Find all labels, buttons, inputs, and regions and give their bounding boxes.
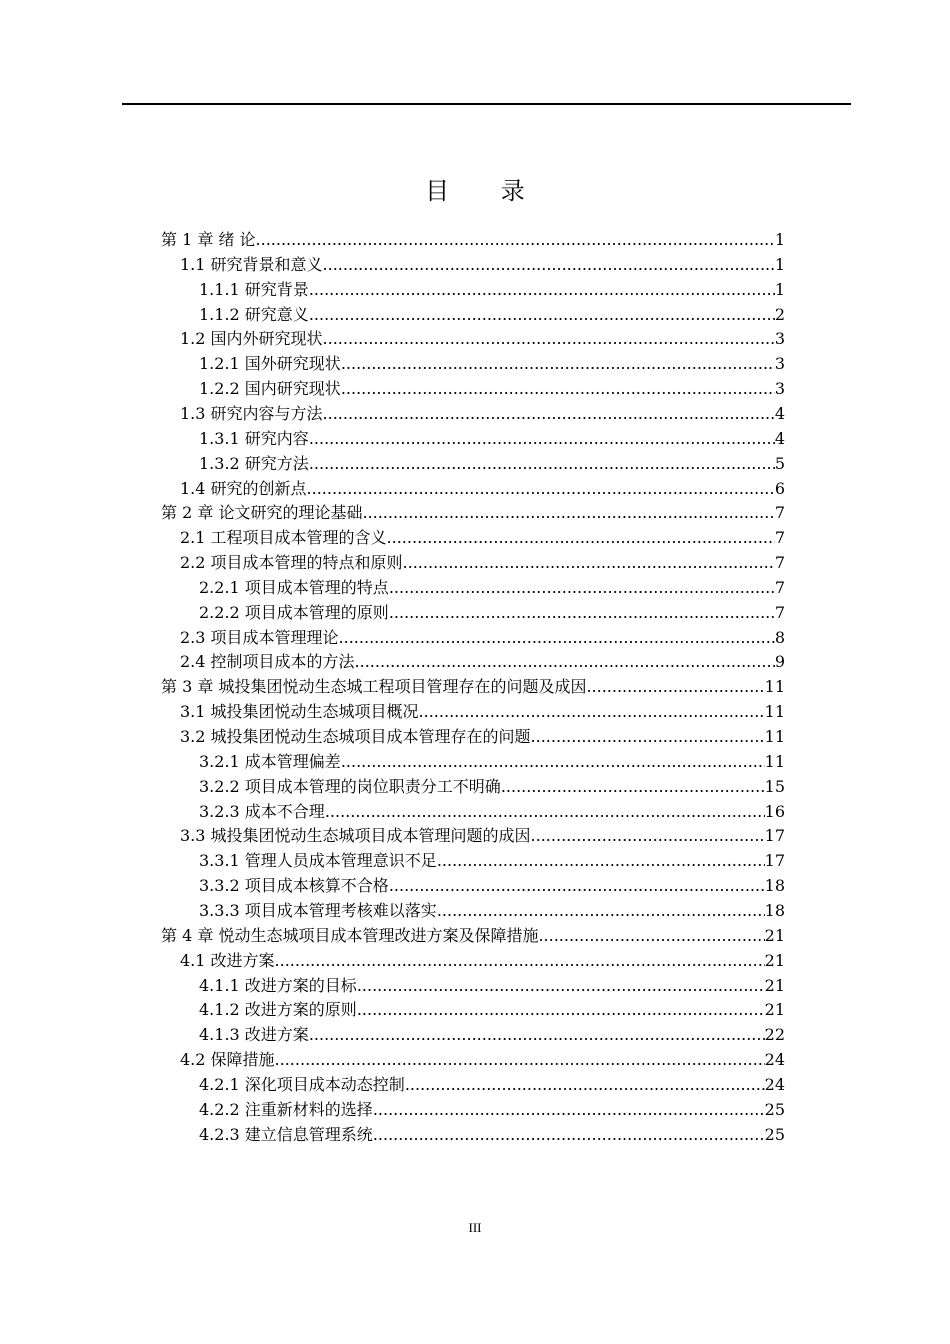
toc-entry[interactable]	[161, 477, 785, 501]
toc-entry[interactable]	[161, 824, 785, 848]
toc-dot-leader	[437, 899, 765, 923]
toc-dot-leader	[339, 626, 775, 650]
toc-entry-page: 18	[764, 900, 785, 920]
toc-entry[interactable]	[161, 551, 785, 575]
toc-dot-leader	[373, 1098, 765, 1122]
toc-dot-leader	[373, 1123, 765, 1147]
toc-entry[interactable]	[161, 725, 785, 749]
toc-entry-page: 16	[764, 801, 785, 821]
toc-dot-leader	[309, 427, 775, 451]
header-rule	[122, 103, 851, 105]
toc-entry[interactable]	[161, 327, 785, 351]
toc-entry-title: 1.3 研究内容与方法	[180, 403, 323, 423]
toc-entry-page: 9	[774, 652, 785, 672]
toc-entry[interactable]	[161, 1073, 785, 1097]
toc-entry-title: 3.3.2 项目成本核算不合格	[199, 876, 389, 896]
toc-dot-leader	[325, 800, 765, 824]
toc-entry-page: 5	[774, 453, 785, 473]
toc-entry[interactable]	[161, 675, 785, 699]
toc-dot-leader	[307, 477, 775, 501]
toc-entry-page: 1	[774, 279, 785, 299]
toc-entry-page: 7	[774, 602, 785, 622]
toc-entry-title: 2.2.1 项目成本管理的特点	[199, 577, 389, 597]
toc-entry-page: 24	[764, 1074, 785, 1094]
toc-entry[interactable]	[161, 427, 785, 451]
toc-dot-leader	[501, 775, 765, 799]
toc-entry-title: 1.1 研究背景和意义	[180, 254, 323, 274]
toc-entry[interactable]	[161, 998, 785, 1022]
toc-dot-leader	[309, 303, 775, 327]
toc-entry[interactable]	[161, 700, 785, 724]
toc-entry-title: 4.1.1 改进方案的目标	[199, 975, 357, 995]
toc-entry-page: 24	[764, 1050, 785, 1070]
toc-entry-title: 2.2 项目成本管理的特点和原则	[180, 553, 403, 573]
toc-entry-page: 4	[774, 403, 785, 423]
toc-entry-page: 7	[774, 528, 785, 548]
toc-dot-leader	[389, 874, 765, 898]
toc-entry-page: 21	[764, 925, 785, 945]
toc-entry[interactable]	[161, 1048, 785, 1072]
toc-entry-page: 11	[764, 727, 785, 746]
toc-entry-title: 4.1.3 改进方案	[199, 1025, 309, 1045]
toc-dot-leader	[256, 228, 775, 252]
toc-entry[interactable]	[161, 949, 785, 973]
toc-entry-page: 1	[774, 230, 785, 249]
toc-entry-title: 1.3.1 研究内容	[199, 428, 309, 448]
toc-entry-title: 1.1.1 研究背景	[199, 279, 309, 299]
toc-entry[interactable]	[161, 526, 785, 550]
toc-entry-title: 3.1 城投集团悦动生态城项目概况	[180, 702, 419, 722]
toc-dot-leader	[437, 849, 765, 873]
toc-dot-leader	[309, 452, 775, 476]
toc-entry-title: 2.3 项目成本管理理论	[180, 627, 339, 647]
toc-entry[interactable]	[161, 278, 785, 302]
toc-entry-page: 7	[774, 577, 785, 597]
toc-entry-page: 3	[774, 329, 785, 349]
toc-dot-leader	[275, 1048, 765, 1072]
toc-entry-page: 22	[764, 1025, 785, 1045]
toc-entry-page: 17	[764, 826, 785, 846]
toc-dot-leader	[586, 675, 764, 699]
toc-entry[interactable]	[161, 874, 785, 898]
toc-dot-leader	[309, 1023, 765, 1047]
toc-entry-title: 4.1.2 改进方案的原则	[199, 1000, 357, 1020]
toc-dot-leader	[309, 278, 775, 302]
toc-dot-leader	[357, 998, 765, 1022]
toc-entry-title: 4.1 改进方案	[180, 950, 275, 970]
toc-dot-leader	[405, 1073, 765, 1097]
toc-entry-page: 7	[774, 553, 785, 573]
toc-entry[interactable]	[161, 924, 785, 948]
toc-entry-page: 25	[764, 1124, 785, 1144]
toc-entry[interactable]	[161, 849, 785, 873]
toc-dot-leader	[531, 824, 765, 848]
toc-entry-title: 2.4 控制项目成本的方法	[180, 652, 355, 672]
toc-entry-title: 1.2.2 国内研究现状	[199, 379, 341, 399]
toc-entry-page: 2	[774, 304, 785, 324]
toc-entry-page: 21	[764, 1000, 785, 1020]
toc-dot-leader	[323, 327, 775, 351]
toc-title: 目 录	[425, 177, 547, 205]
toc-entry-page: 11	[764, 677, 785, 697]
toc-entry-title: 第 4 章 悦动生态城项目成本管理改进方案及保障措施	[161, 925, 539, 945]
toc-entry[interactable]	[161, 352, 785, 376]
toc-dot-leader	[389, 601, 775, 625]
toc-dot-leader	[275, 949, 765, 973]
toc-entry-page: 25	[764, 1099, 785, 1119]
toc-entry[interactable]	[161, 228, 785, 252]
toc-entry-page: 3	[774, 379, 785, 399]
toc-entry-page: 3	[774, 354, 785, 374]
toc-entry-title: 4.2.3 建立信息管理系统	[199, 1124, 373, 1144]
toc-entry[interactable]	[161, 626, 785, 650]
toc-entry-title: 第 1 章 绪 论	[161, 230, 256, 249]
toc-entry-title: 1.1.2 研究意义	[199, 304, 309, 324]
toc-entry[interactable]	[161, 1098, 785, 1122]
toc-entry-title: 4.2 保障措施	[180, 1050, 275, 1070]
toc-entry-title: 第 2 章 论文研究的理论基础	[161, 503, 363, 523]
toc-entry[interactable]	[161, 899, 785, 923]
toc-entry[interactable]	[161, 974, 785, 998]
toc-entry[interactable]	[161, 303, 785, 327]
toc-entry-page: 18	[764, 876, 785, 896]
toc-dot-leader	[323, 253, 775, 277]
page-number: III	[468, 1220, 482, 1235]
toc-entry-page: 11	[764, 751, 785, 771]
toc-dot-leader	[362, 501, 774, 525]
toc-entry-page: 6	[774, 478, 785, 498]
toc-entry-page: 21	[764, 950, 785, 970]
toc-entry-title: 2.2.2 项目成本管理的原则	[199, 602, 389, 622]
toc-entry-title: 3.2 城投集团悦动生态城项目成本管理存在的问题	[180, 727, 531, 746]
toc-entry-title: 1.2 国内外研究现状	[180, 329, 323, 349]
toc-entry[interactable]	[161, 1123, 785, 1147]
toc-dot-leader	[419, 700, 765, 724]
toc-entry-page: 4	[774, 428, 785, 448]
toc-entry-title: 4.2.2 注重新材料的选择	[199, 1099, 373, 1119]
toc-dot-leader	[355, 650, 775, 674]
toc-entry[interactable]	[161, 775, 785, 799]
toc-entry[interactable]	[161, 452, 785, 476]
toc-dot-leader	[341, 377, 775, 401]
toc-entry-title: 3.3 城投集团悦动生态城项目成本管理问题的成因	[180, 826, 531, 846]
toc-entry-title: 1.4 研究的创新点	[180, 478, 307, 498]
toc-entry-page: 11	[764, 702, 785, 722]
toc-entry[interactable]	[161, 402, 785, 426]
toc-entry[interactable]	[161, 650, 785, 674]
toc-entry[interactable]	[161, 750, 785, 774]
toc-entry-page: 7	[774, 503, 785, 523]
toc-entry-title: 1.2.1 国外研究现状	[199, 354, 341, 374]
toc-entry-title: 3.3.3 项目成本管理考核难以落实	[199, 900, 437, 920]
toc-dot-leader	[538, 924, 764, 948]
toc-entry-title: 3.3.1 管理人员成本管理意识不足	[199, 851, 437, 871]
toc-entry-page: 1	[774, 254, 785, 274]
toc-entry-title: 4.2.1 深化项目成本动态控制	[199, 1074, 405, 1094]
toc-dot-leader	[531, 725, 765, 749]
toc-dot-leader	[387, 526, 775, 550]
toc-entry-title: 第 3 章 城投集团悦动生态城工程项目管理存在的问题及成因	[161, 677, 587, 697]
toc-entry-page: 21	[764, 975, 785, 995]
toc-entry[interactable]	[161, 1023, 785, 1047]
toc-dot-leader	[403, 551, 775, 575]
toc-entry-title: 3.2.1 成本管理偏差	[199, 751, 341, 771]
toc-dot-leader	[341, 352, 775, 376]
toc-entry[interactable]	[161, 501, 785, 525]
toc-entry[interactable]	[161, 253, 785, 277]
toc-entry[interactable]	[161, 377, 785, 401]
toc-entry-title: 3.2.2 项目成本管理的岗位职责分工不明确	[199, 776, 501, 796]
toc-dot-leader	[323, 402, 775, 426]
toc-dot-leader	[341, 750, 765, 774]
toc-entry-page: 8	[774, 627, 785, 647]
toc-entry-title: 1.3.2 研究方法	[199, 453, 309, 473]
toc-entry[interactable]	[161, 601, 785, 625]
toc-entry[interactable]	[161, 800, 785, 824]
toc-dot-leader	[389, 576, 775, 600]
toc-entry-title: 3.2.3 成本不合理	[199, 801, 325, 821]
toc-dot-leader	[357, 974, 765, 998]
toc-entry[interactable]	[161, 576, 785, 600]
toc-entry-page: 15	[764, 776, 785, 796]
toc-entry-page: 17	[764, 851, 785, 871]
toc-entry-title: 2.1 工程项目成本管理的含义	[180, 528, 387, 548]
